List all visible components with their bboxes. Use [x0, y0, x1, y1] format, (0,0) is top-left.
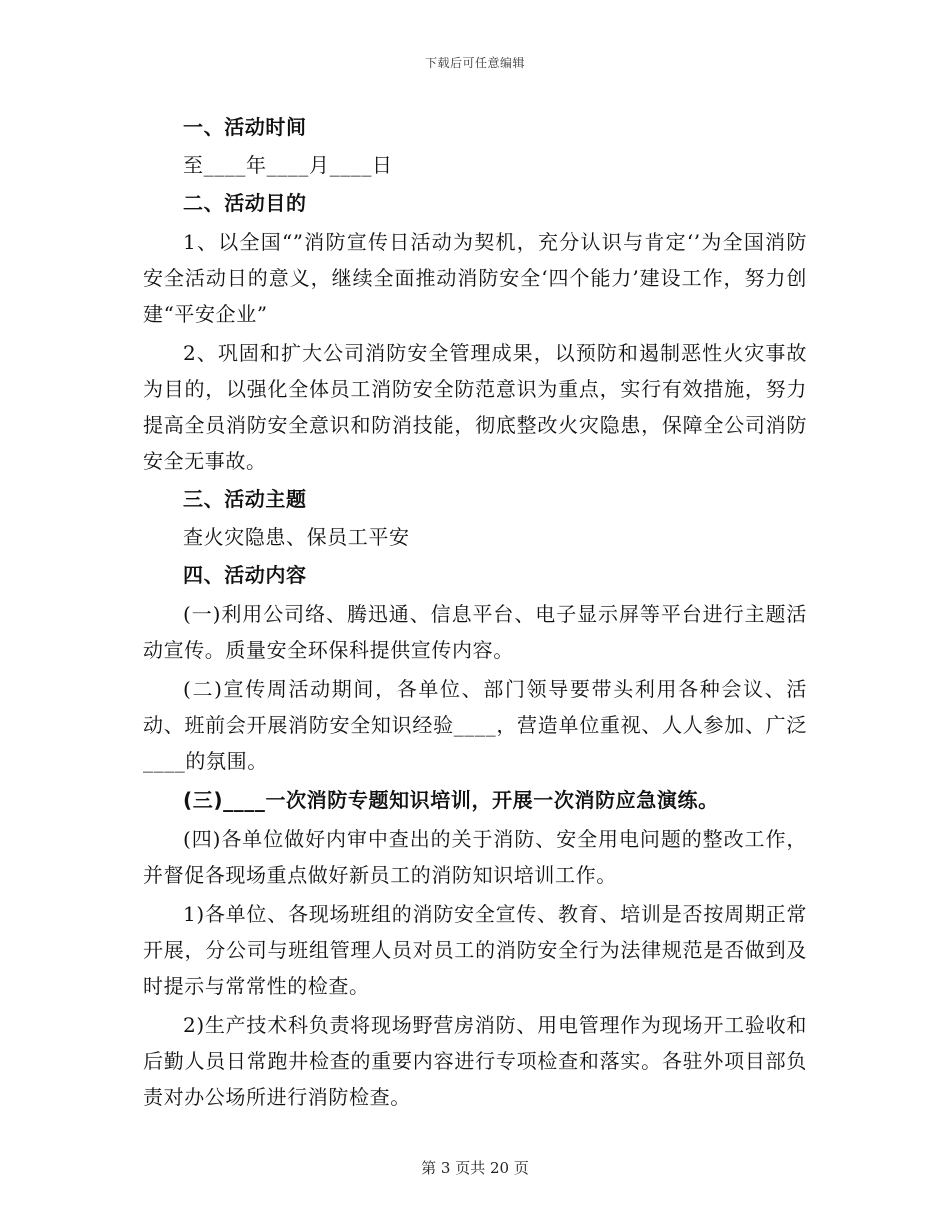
- purpose-paragraph-2: 2、巩固和扩大公司消防安全管理成果，以预防和遏制恶性火灾事故为目的，以强化全体员工消防安全防范意识为重点，实行有效措施，努力提高全员消防安全意识和防消技能，彻底整改火灾隐患，保障全公司消防安全无事故。: [143, 341, 807, 473]
- content-subitem-2: 2)生产技术科负责将现场野营房消防、用电管理作为现场开工验收和后勤人员日常跑井检查的重要内容进行专项检查和落实。各驻外项目部负责对办公场所进行消防检查。: [143, 1013, 807, 1109]
- content-item-3: (三)____一次消防专题知识培训，开展一次消防应急演练。: [183, 788, 719, 812]
- content-item-4: (四)各单位做好内审中查出的关于消防、安全用电问题的整改工作，并督促各现场重点做好新员工的消防知识培训工作。: [143, 827, 807, 887]
- section-heading-content: 四、活动内容: [183, 563, 307, 587]
- activity-date-line: 至____年____月____日: [183, 153, 393, 177]
- section-heading-time: 一、活动时间: [183, 115, 307, 139]
- section-heading-theme: 三、活动主题: [183, 487, 307, 511]
- page-number: 第 3 页共 20 页: [421, 1159, 529, 1177]
- content-subitem-1: 1)各单位、各现场班组的消防安全宣传、教育、培训是否按周期正常开展，分公司与班组管理人员对员工的消防安全行为法律规范是否做到及时提示与常常性的检查。: [143, 902, 807, 998]
- document-body: [143, 107, 807, 1115]
- theme-text: 查火灾隐患、保员工平安: [183, 525, 410, 549]
- content-item-1: (一)利用公司络、腾迅通、信息平台、电子显示屏等平台进行主题活动宣传。质量安全环保科提供宣传内容。: [143, 602, 807, 662]
- purpose-paragraph-1: 1、以全国“”消防宣传日活动为契机，充分认识与肯定‘’为全国消防安全活动日的意义，继续全面推动消防安全‘四个能力’建设工作，努力创建“平安企业”: [143, 230, 807, 326]
- section-heading-purpose: 二、活动目的: [183, 191, 307, 215]
- content-item-2: (二)宣传周活动期间，各单位、部门领导要带头利用各种会议、活动、班前会开展消防安全知识经验____，营造单位重视、人人参加、广泛____的氛围。: [143, 677, 807, 773]
- page-header: 下载后可任意编辑: [424, 56, 525, 70]
